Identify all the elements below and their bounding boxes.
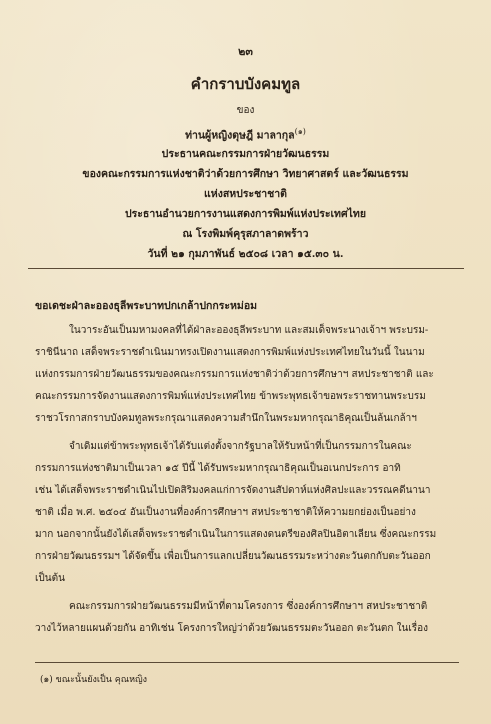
- text-line: คณะกรรมการฝ่ายวัฒนธรรมมีหน้าที่ตามโครงการ ซึ่งองค์การศึกษาฯ สหประชาชาติ: [69, 601, 428, 612]
- footnote-marker: (๑): [294, 127, 306, 136]
- of-label: ของ: [236, 105, 255, 116]
- footnote-divider: [35, 662, 459, 663]
- text-line: ชาติ เมื่อ พ.ศ. ๒๕๐๔ อันเป็นงานที่องค์การศึกษาฯ สหประชาชาติให้ความยกย่องเป็นอย่าง: [35, 507, 416, 518]
- text-line: คณะกรรมการจัดงานแสดงการพิมพ์แห่งประเทศไทย ข้าพระพุทธเจ้าขอพระราชทานพระบรม: [35, 391, 426, 402]
- heading-line-name: ท่านผู้หญิงดุษฎี มาลากุล$^{(๑)}$: [185, 127, 306, 142]
- paragraph-2: [35, 436, 459, 590]
- text-line: ในวาระอันเป็นมหามงคลที่ได้ฝ่าละอองธุลีพระบาท และสมเด็จพระนางเจ้าฯ พระบรม-: [69, 325, 429, 336]
- heading-line-date: วันที่ ๒๑ กุมภาพันธ์ ๒๕๐๘ เวลา ๑๕.๓๐ น.: [147, 248, 344, 260]
- document-title: คำกราบบังคมทูล: [190, 75, 301, 93]
- heading-line: ณ โรงพิมพ์คุรุสภาลาดพร้าว: [182, 228, 309, 240]
- paragraph-1: [35, 320, 459, 430]
- text-line: ราชินีนาถ เสด็จพระราชดำเนินมาทรงเปิดงานแสดงการพิมพ์แห่งประเทศไทยในวันนี้ ในนาม: [35, 347, 425, 358]
- salutation: ขอเดชะฝ่าละอองธุลีพระบาทปกเกล้าปกกระหม่อม: [35, 300, 258, 312]
- page-number: ๒๓: [238, 45, 253, 58]
- text-line: เช่น ได้เสด็จพระราชดำเนินไปเปิดสิริมงคลแก่การจัดงานสัปดาห์แห่งศิลปะและวรรณคดีนานา: [35, 485, 431, 496]
- text-line: เป็นต้น: [35, 573, 65, 584]
- paragraph-3: [35, 596, 459, 640]
- footnote: (๑) ขณะนั้นยังเป็น คุณหญิง: [40, 675, 148, 685]
- text-line: มาก นอกจากนั้นยังได้เสด็จพระราชดำเนินในการแสดงดนตรีของศิลปินอิตาเลียน ซึ่งคณะกรรม: [35, 529, 437, 540]
- text-line: กรรมการแห่งชาติมาเป็นเวลา ๑๕ ปีนี้ ได้รับพระมหากรุณาธิคุณเป็นอเนกประการ อาทิ: [35, 463, 401, 474]
- text-line: การฝ่ายวัฒนธรรมฯ ได้จัดขึ้น เพื่อเป็นการแลกเปลี่ยนวัฒนธรรมระหว่างตะวันตกกับตะวันออก: [35, 551, 431, 562]
- text-line: แห่งกรรมการฝ่ายวัฒนธรรมของคณะกรรมการแห่งชาติว่าด้วยการศึกษาฯ สหประชาชาติ และ: [35, 369, 434, 380]
- divider: [28, 268, 464, 269]
- heading-line: ประธานคณะกรรมการฝ่ายวัฒนธรรม: [161, 148, 330, 160]
- heading-line: ประธานอำนวยการงานแสดงการพิมพ์แห่งประเทศไทย: [124, 208, 367, 220]
- text-line: จำเดิมแต่ข้าพระพุทธเจ้าได้รับแต่งตั้งจากรัฐบาลให้รับหน้าที่เป็นกรรมการในคณะ: [69, 441, 412, 452]
- text-line: ราชวโรกาสกราบบังคมทูลพระกรุณาแสดงความสำนึกในพระมหากรุณาธิคุณเป็นล้นเกล้าฯ: [35, 413, 417, 424]
- text-line: วางไว้หลายแผนด้วยกัน อาทิเช่น โครงการใหญ่ว่าด้วยวัฒนธรรมตะวันออก ตะวันตก ในเรื่อง: [35, 623, 429, 634]
- heading-line: ของคณะกรรมการแห่งชาติว่าด้วยการศึกษา วิทยาศาสตร์ และวัฒนธรรม: [82, 168, 409, 180]
- heading-line: แห่งสหประชาชาติ: [204, 188, 287, 200]
